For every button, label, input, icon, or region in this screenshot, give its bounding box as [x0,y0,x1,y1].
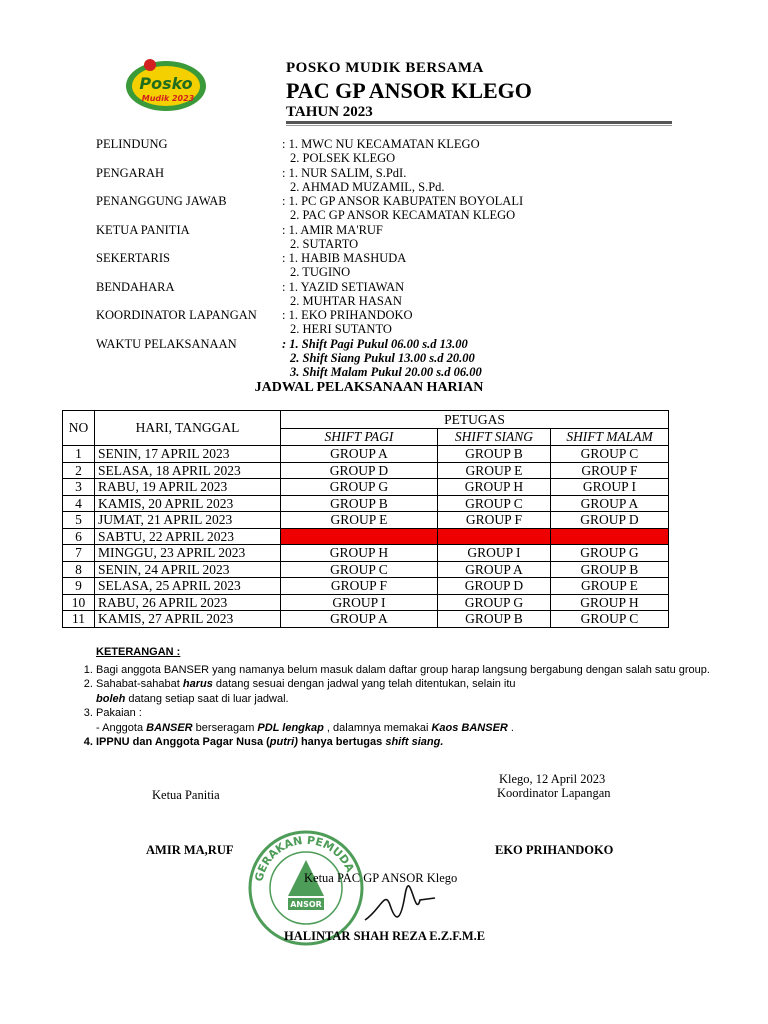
header-shift-pagi: SHIFT PAGI [281,429,438,446]
table-row: 9 SELASA, 25 APRIL 2023 GROUP F GROUP D GROUP E [63,578,669,595]
svg-text:Posko: Posko [139,74,193,93]
header-divider [286,121,672,124]
center-role: Ketua PAC GP ANSOR Klego [304,871,458,885]
signature-scribble-icon [360,880,440,930]
table-row: 10 RABU, 26 APRIL 2023 GROUP I GROUP G GROUP H [63,594,669,611]
notes-title: KETERANGAN : [96,646,181,658]
table-row: 4 KAMIS, 20 APRIL 2023 GROUP B GROUP C GROUP A [63,495,669,512]
note-1: 1. Bagi anggota BANSER yang namanya belum masuk dalam daftar group harap langsung bergabung dengan salah satu group. [96,663,710,678]
header-date: HARI, TANGGAL [95,411,281,446]
table-row: 7 MINGGU, 23 APRIL 2023 GROUP H GROUP I GROUP G [63,545,669,562]
notes-section [80,645,710,750]
header-title: PAC GP ANSOR KLEGO [286,78,532,103]
ansor-stamp-icon [244,826,368,946]
header-year: TAHUN 2023 [286,104,373,120]
posko-mudik-logo [122,56,210,114]
header-line1: POSKO MUDIK BERSAMA [286,60,484,76]
table-row: 11 KAMIS, 27 APRIL 2023 GROUP A GROUP B GROUP C [63,611,669,628]
table-row: 3 RABU, 19 APRIL 2023 GROUP G GROUP H GROUP I [63,479,669,496]
header-shift-siang: SHIFT SIANG [438,429,551,446]
header-petugas: PETUGAS [281,411,669,429]
svg-text:Mudik 2023: Mudik 2023 [141,94,195,103]
table-row: 5 JUMAT, 21 APRIL 2023 GROUP E GROUP F GROUP D [63,512,669,529]
left-name: AMIR MA,RUF [146,843,234,857]
svg-text:ANSOR: ANSOR [290,900,322,909]
holiday-cell [281,528,438,545]
note-2: 2. Sahabat-sahabat harus datang sesuai dengan jadwal yang telah ditentukan, selain itu boleh datang setiap saat di luar jadwal. [96,677,710,706]
table-row: 2 SELASA, 18 APRIL 2023 GROUP D GROUP E GROUP F [63,462,669,479]
right-name: EKO PRIHANDOKO [495,843,614,857]
header-shift-malam: SHIFT MALAM [551,429,669,446]
table-row: 1 SENIN, 17 APRIL 2023 GROUP A GROUP B GROUP C [63,446,669,463]
table-header-row [63,411,669,429]
note-4: 4. IPPNU dan Anggota Pagar Nusa (putri) hanya bertugas shift siang. [96,735,710,750]
schedule-title: JADWAL PELAKSANAAN HARIAN [254,380,484,395]
table-row-holiday: 6 SABTU, 22 APRIL 2023 [63,528,669,545]
left-role: Ketua Panitia [152,788,220,802]
holiday-cell [551,528,669,545]
holiday-cell [438,528,551,545]
right-role: Koordinator Lapangan [497,786,611,800]
note-3: 3. Pakaian : - Anggota BANSER berseragam PDL lengkap , dalamnya memakai Kaos BANSER . [96,706,710,735]
schedule-table [62,410,669,628]
svg-text:GERAKAN PEMUDA: GERAKAN PEMUDA [252,833,357,883]
header-divider-thin [286,125,672,126]
table-row: 8 SENIN, 24 APRIL 2023 GROUP C GROUP A GROUP B [63,561,669,578]
place-date: Klego, 12 April 2023 [499,772,606,786]
header-no: NO [63,411,95,446]
center-name: HALINTAR SHAH REZA E.Z.F.M.E [284,929,486,943]
